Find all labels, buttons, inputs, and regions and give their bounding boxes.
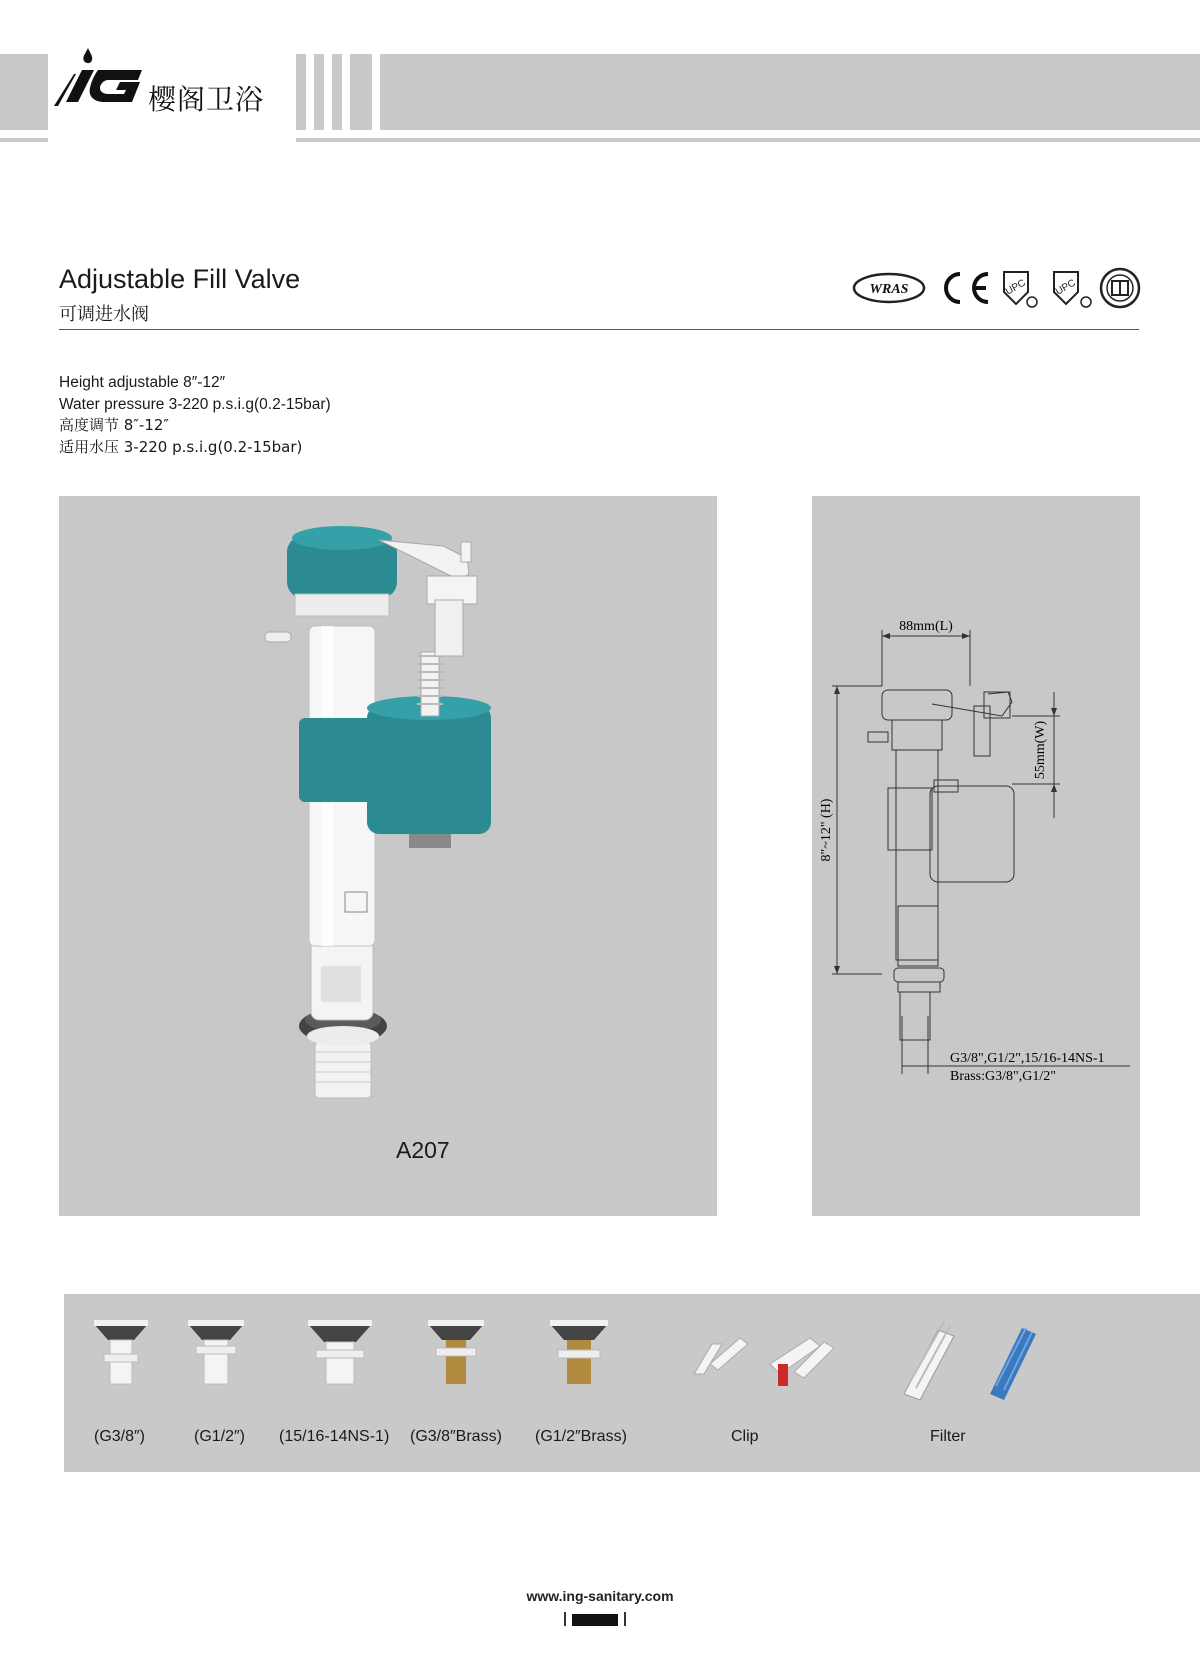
dim-height-label: 8"~12" (H) xyxy=(819,798,834,862)
spec-list xyxy=(59,372,331,458)
dim-brass-label: Brass:G3/8",G1/2" xyxy=(950,1069,1056,1084)
footer-bar xyxy=(572,1614,618,1626)
accessory-illustrations xyxy=(64,1294,1200,1424)
footer-tick xyxy=(624,1612,626,1626)
upc-mark xyxy=(1054,272,1091,307)
certification-marks xyxy=(852,266,1144,310)
filter-blue xyxy=(990,1328,1036,1400)
footer-url[interactable]: www.ing-sanitary.com xyxy=(526,1588,674,1604)
shank-g3-8 xyxy=(94,1320,148,1384)
spec-height-en: Height adjustable 8″-12″ xyxy=(59,374,226,391)
upc-mark xyxy=(1004,272,1037,307)
svg-text:UPC: UPC xyxy=(1003,277,1028,298)
shank-15-16 xyxy=(308,1320,372,1384)
accessory-label: (15/16-14NS-1) xyxy=(279,1428,390,1445)
shank-g1-2-brass xyxy=(550,1320,608,1384)
svg-text:WRAS: WRAS xyxy=(869,282,909,297)
ccc-mark xyxy=(1101,269,1139,307)
spec-pressure-en: Water pressure 3-220 p.s.i.g(0.2-15bar) xyxy=(59,395,331,413)
accessory-label: (G3/8″Brass) xyxy=(410,1428,502,1445)
clip-red xyxy=(770,1338,834,1386)
wras-mark xyxy=(854,274,924,302)
header-line-right xyxy=(296,138,1200,142)
title-divider xyxy=(59,329,1139,330)
brand-logo xyxy=(54,44,146,112)
clip-white xyxy=(694,1338,748,1374)
accessory-label: (G3/8″) xyxy=(94,1428,146,1445)
product-title: Adjustable Fill Valve xyxy=(59,264,301,294)
ce-mark xyxy=(946,274,988,302)
dimension-drawing xyxy=(812,496,1140,1216)
product-title-cn: 可调进水阀 xyxy=(59,304,149,325)
header-bar-right xyxy=(380,54,1200,130)
accessory-label: (G1/2″Brass) xyxy=(535,1428,627,1445)
shank-g1-2 xyxy=(188,1320,244,1384)
dim-length-label: 88mm(L) xyxy=(899,619,953,634)
brand-name-cn: 樱阁卫浴 xyxy=(148,83,265,116)
filter-white xyxy=(904,1322,954,1400)
shank-g3-8-brass xyxy=(428,1320,484,1384)
accessory-label: Filter xyxy=(930,1428,966,1445)
dim-width-label: 55mm(W) xyxy=(1033,720,1048,780)
spec-height-cn: 高度调节 8″-12″ xyxy=(59,416,170,434)
svg-text:UPC: UPC xyxy=(1053,277,1078,298)
dim-thread-label: G3/8",G1/2",15/16-14NS-1 xyxy=(950,1051,1105,1066)
accessory-label: Clip xyxy=(731,1428,759,1445)
footer-tick xyxy=(564,1612,566,1626)
spec-pressure-cn: 适用水压 3-220 p.s.i.g(0.2-15bar) xyxy=(59,437,303,456)
fill-valve-illustration xyxy=(59,496,717,1216)
header-stripe xyxy=(296,54,306,130)
header-bar-left xyxy=(0,54,48,130)
model-number: A207 xyxy=(396,1137,450,1163)
header-line-left xyxy=(0,138,48,142)
header-stripe xyxy=(332,54,342,130)
header-stripe xyxy=(314,54,324,130)
header-stripe xyxy=(350,54,372,130)
accessory-label: (G1/2″) xyxy=(194,1428,246,1445)
